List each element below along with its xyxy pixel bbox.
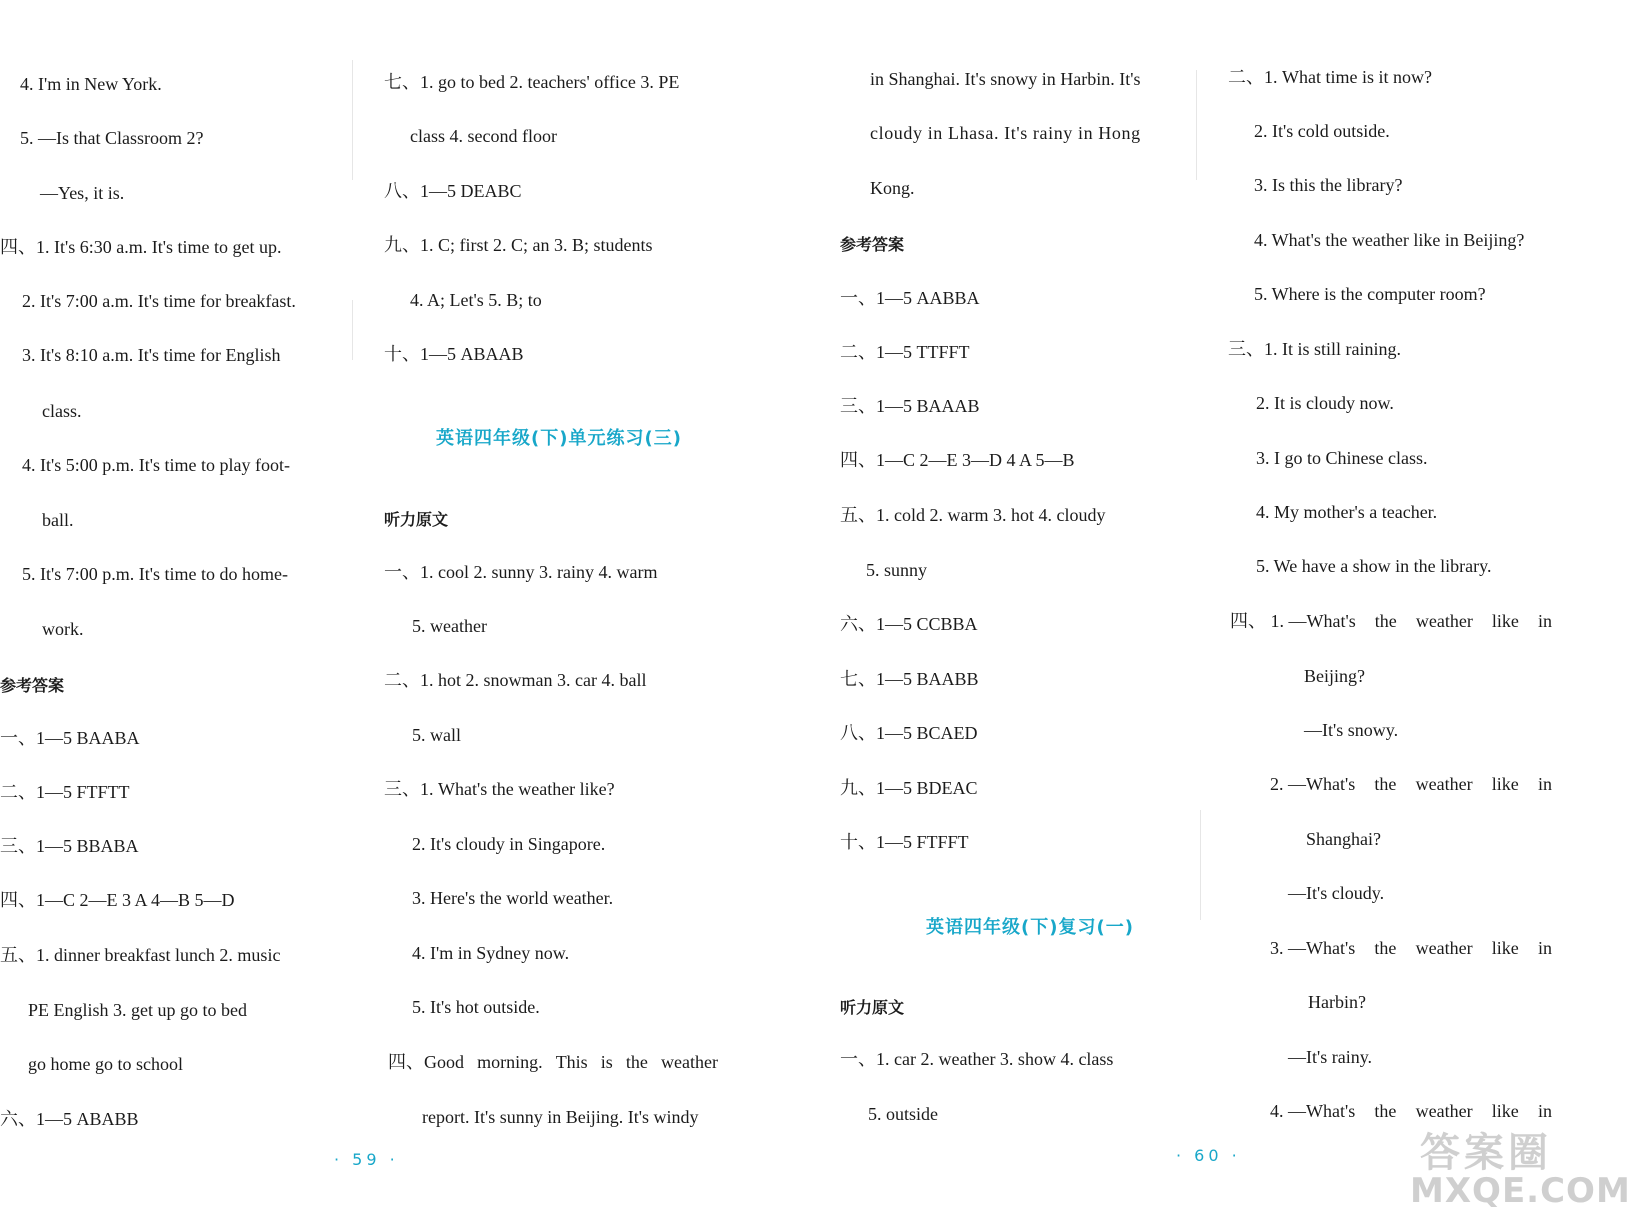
text-line: [1230, 609, 1552, 633]
word: is: [600, 1052, 613, 1072]
text-line: —It's rainy.: [1288, 1047, 1373, 1067]
text-line: class 4. second floor: [410, 126, 557, 146]
text-line: [1270, 772, 1552, 796]
text-line: 二、1—5 TTFFT: [840, 342, 970, 362]
text-line: 2. It's 7:00 a.m. It's time for breakfast.: [22, 291, 296, 311]
text-line: 4. I'm in Sydney now.: [412, 943, 570, 963]
word: in: [1537, 611, 1552, 631]
watermark-logo: [1410, 1121, 1631, 1211]
page-number: · 59 ·: [334, 1150, 399, 1169]
text-line: 4. What's the weather like in Beijing?: [1254, 230, 1525, 250]
word: the: [1374, 611, 1397, 631]
text-line: 五、1. dinner breakfast lunch 2. music: [0, 945, 281, 965]
text-line: 5. —Is that Classroom 2?: [20, 128, 204, 148]
text-line: 4. It's 5:00 p.m. It's time to play foot-: [22, 455, 290, 475]
text-line: 3. Here's the world weather.: [412, 888, 614, 908]
column-divider: [352, 300, 353, 360]
word: weather: [1415, 774, 1473, 794]
text-line: 2. It's cold outside.: [1254, 121, 1390, 141]
text-line: 5. It's hot outside.: [412, 997, 540, 1017]
word: morning.: [477, 1052, 543, 1072]
word: 四、Good: [388, 1052, 464, 1072]
text-line: 一、1—5 AABBA: [840, 288, 980, 308]
text-line: 3. Is this the library?: [1254, 175, 1403, 195]
right-page-column-4: [1228, 0, 1568, 1223]
text-line: work.: [42, 619, 84, 639]
unit-heading: 英语四年级(下)复习(一): [926, 917, 1134, 938]
text-line: 九、1. C; first 2. C; an 3. B; students: [384, 235, 653, 255]
section-title: 听力原文: [384, 510, 449, 529]
text-line: 5. It's 7:00 p.m. It's time to do home-: [22, 564, 288, 584]
section-title: 听力原文: [840, 998, 905, 1017]
word: 4. —What's: [1270, 1101, 1356, 1121]
text-line: 一、1. cool 2. sunny 3. rainy 4. warm: [384, 562, 658, 582]
text-line: class.: [42, 401, 82, 421]
word: weather: [661, 1052, 718, 1072]
word: weather: [1415, 611, 1473, 631]
word: the: [1374, 938, 1397, 958]
word: weather: [1415, 1101, 1473, 1121]
text-line: 5. sunny: [866, 560, 928, 580]
text-line: 九、1—5 BDEAC: [840, 778, 978, 798]
text-line: report. It's sunny in Beijing. It's windy: [422, 1107, 699, 1127]
text-line: Harbin?: [1308, 992, 1366, 1012]
text-line: 五、1. cold 2. warm 3. hot 4. cloudy: [840, 505, 1106, 525]
text-line: PE English 3. get up go to bed: [28, 1000, 247, 1020]
text-line: 四、1. It's 6:30 a.m. It's time to get up.: [0, 237, 282, 257]
unit-heading: 英语四年级(下)单元练习(三): [436, 428, 682, 449]
text-line: 三、1. It is still raining.: [1228, 339, 1401, 359]
text-line: 5. wall: [412, 725, 461, 745]
text-line: 5. Where is the computer room?: [1254, 284, 1486, 304]
text-line: 二、1—5 FTFTT: [0, 782, 130, 802]
text-line: go home go to school: [28, 1054, 183, 1074]
column-divider: [1200, 810, 1201, 920]
text-line: —Yes, it is.: [40, 183, 125, 203]
word: in: [1537, 774, 1552, 794]
word: the: [625, 1052, 648, 1072]
text-line: —It's cloudy.: [1288, 883, 1385, 903]
section-title: 参考答案: [0, 676, 65, 695]
text-line: 六、1—5 ABABB: [0, 1109, 139, 1129]
word: like: [1491, 611, 1519, 631]
word: the: [1374, 1101, 1397, 1121]
text-line: 七、1—5 BAABB: [840, 669, 979, 689]
column-divider: [1196, 70, 1197, 180]
text-line: 四、1—C 2—E 3—D 4 A 5—B: [840, 450, 1075, 470]
text-line: 3. It's 8:10 a.m. It's time for English: [22, 345, 281, 365]
right-page-column-3: [840, 0, 1180, 1223]
left-page-column-2: [384, 0, 734, 1223]
word: in: [1537, 1101, 1552, 1121]
text-line: 四、1—C 2—E 3 A 4—B 5—D: [0, 890, 235, 910]
text-line: 一、1. car 2. weather 3. show 4. class: [840, 1049, 1114, 1069]
page-number: · 60 ·: [1176, 1146, 1241, 1165]
text-line: 2. It is cloudy now.: [1256, 393, 1394, 413]
text-line: 三、1—5 BBABA: [0, 836, 139, 856]
word: the: [1374, 774, 1397, 794]
text-line: 5. outside: [868, 1104, 938, 1124]
text-line: 十、1—5 FTFFT: [840, 832, 969, 852]
text-line: 七、1. go to bed 2. teachers' office 3. PE: [384, 72, 680, 92]
word: like: [1491, 1101, 1519, 1121]
text-line: Shanghai?: [1306, 829, 1381, 849]
word: This: [555, 1052, 588, 1072]
text-line: —It's snowy.: [1304, 720, 1399, 740]
text-line: 二、1. hot 2. snowman 3. car 4. ball: [384, 670, 647, 690]
text-line: 4. I'm in New York.: [20, 74, 162, 94]
watermark-url: MXQE.COM: [1410, 1171, 1631, 1211]
text-line: [870, 67, 1166, 91]
text-line: Beijing?: [1304, 666, 1365, 686]
text: in Shanghai. It's snowy in Harbin. It's: [870, 69, 1141, 89]
column-divider: [352, 60, 353, 180]
word: 3. —What's: [1270, 938, 1356, 958]
text-line: cloudy in Lhasa. It's rainy in Hong: [870, 123, 1141, 143]
text-line: 六、1—5 CCBBA: [840, 614, 978, 634]
text-line: 一、1—5 BAABA: [0, 728, 140, 748]
text-line: 3. I go to Chinese class.: [1256, 448, 1428, 468]
text-line: [388, 1050, 718, 1074]
text-line: 十、1—5 ABAAB: [384, 344, 524, 364]
word: in: [1537, 938, 1552, 958]
text-line: 二、1. What time is it now?: [1228, 67, 1432, 87]
text-line: [1270, 1099, 1552, 1123]
text-line: 4. A; Let's 5. B; to: [410, 290, 542, 310]
text-line: 2. It's cloudy in Singapore.: [412, 834, 606, 854]
text-line: 八、1—5 BCAED: [840, 723, 978, 743]
text-line: 5. We have a show in the library.: [1256, 556, 1492, 576]
word: like: [1491, 774, 1519, 794]
word: 四、 1. —What's: [1230, 611, 1356, 631]
text-line: Kong.: [870, 178, 915, 198]
word: 2. —What's: [1270, 774, 1356, 794]
word: weather: [1415, 938, 1473, 958]
watermark-text: 答案圈: [1420, 1130, 1552, 1176]
text-line: 4. My mother's a teacher.: [1256, 502, 1438, 522]
text-line: [1270, 936, 1552, 960]
text-line: 三、1—5 BAAAB: [840, 396, 980, 416]
text-line: ball.: [42, 510, 74, 530]
text-line: 5. weather: [412, 616, 487, 636]
left-page-column-1: [0, 0, 340, 1223]
text-line: 三、1. What's the weather like?: [384, 779, 615, 799]
section-title: 参考答案: [840, 235, 905, 254]
text-line: 八、1—5 DEABC: [384, 181, 522, 201]
word: like: [1491, 938, 1519, 958]
